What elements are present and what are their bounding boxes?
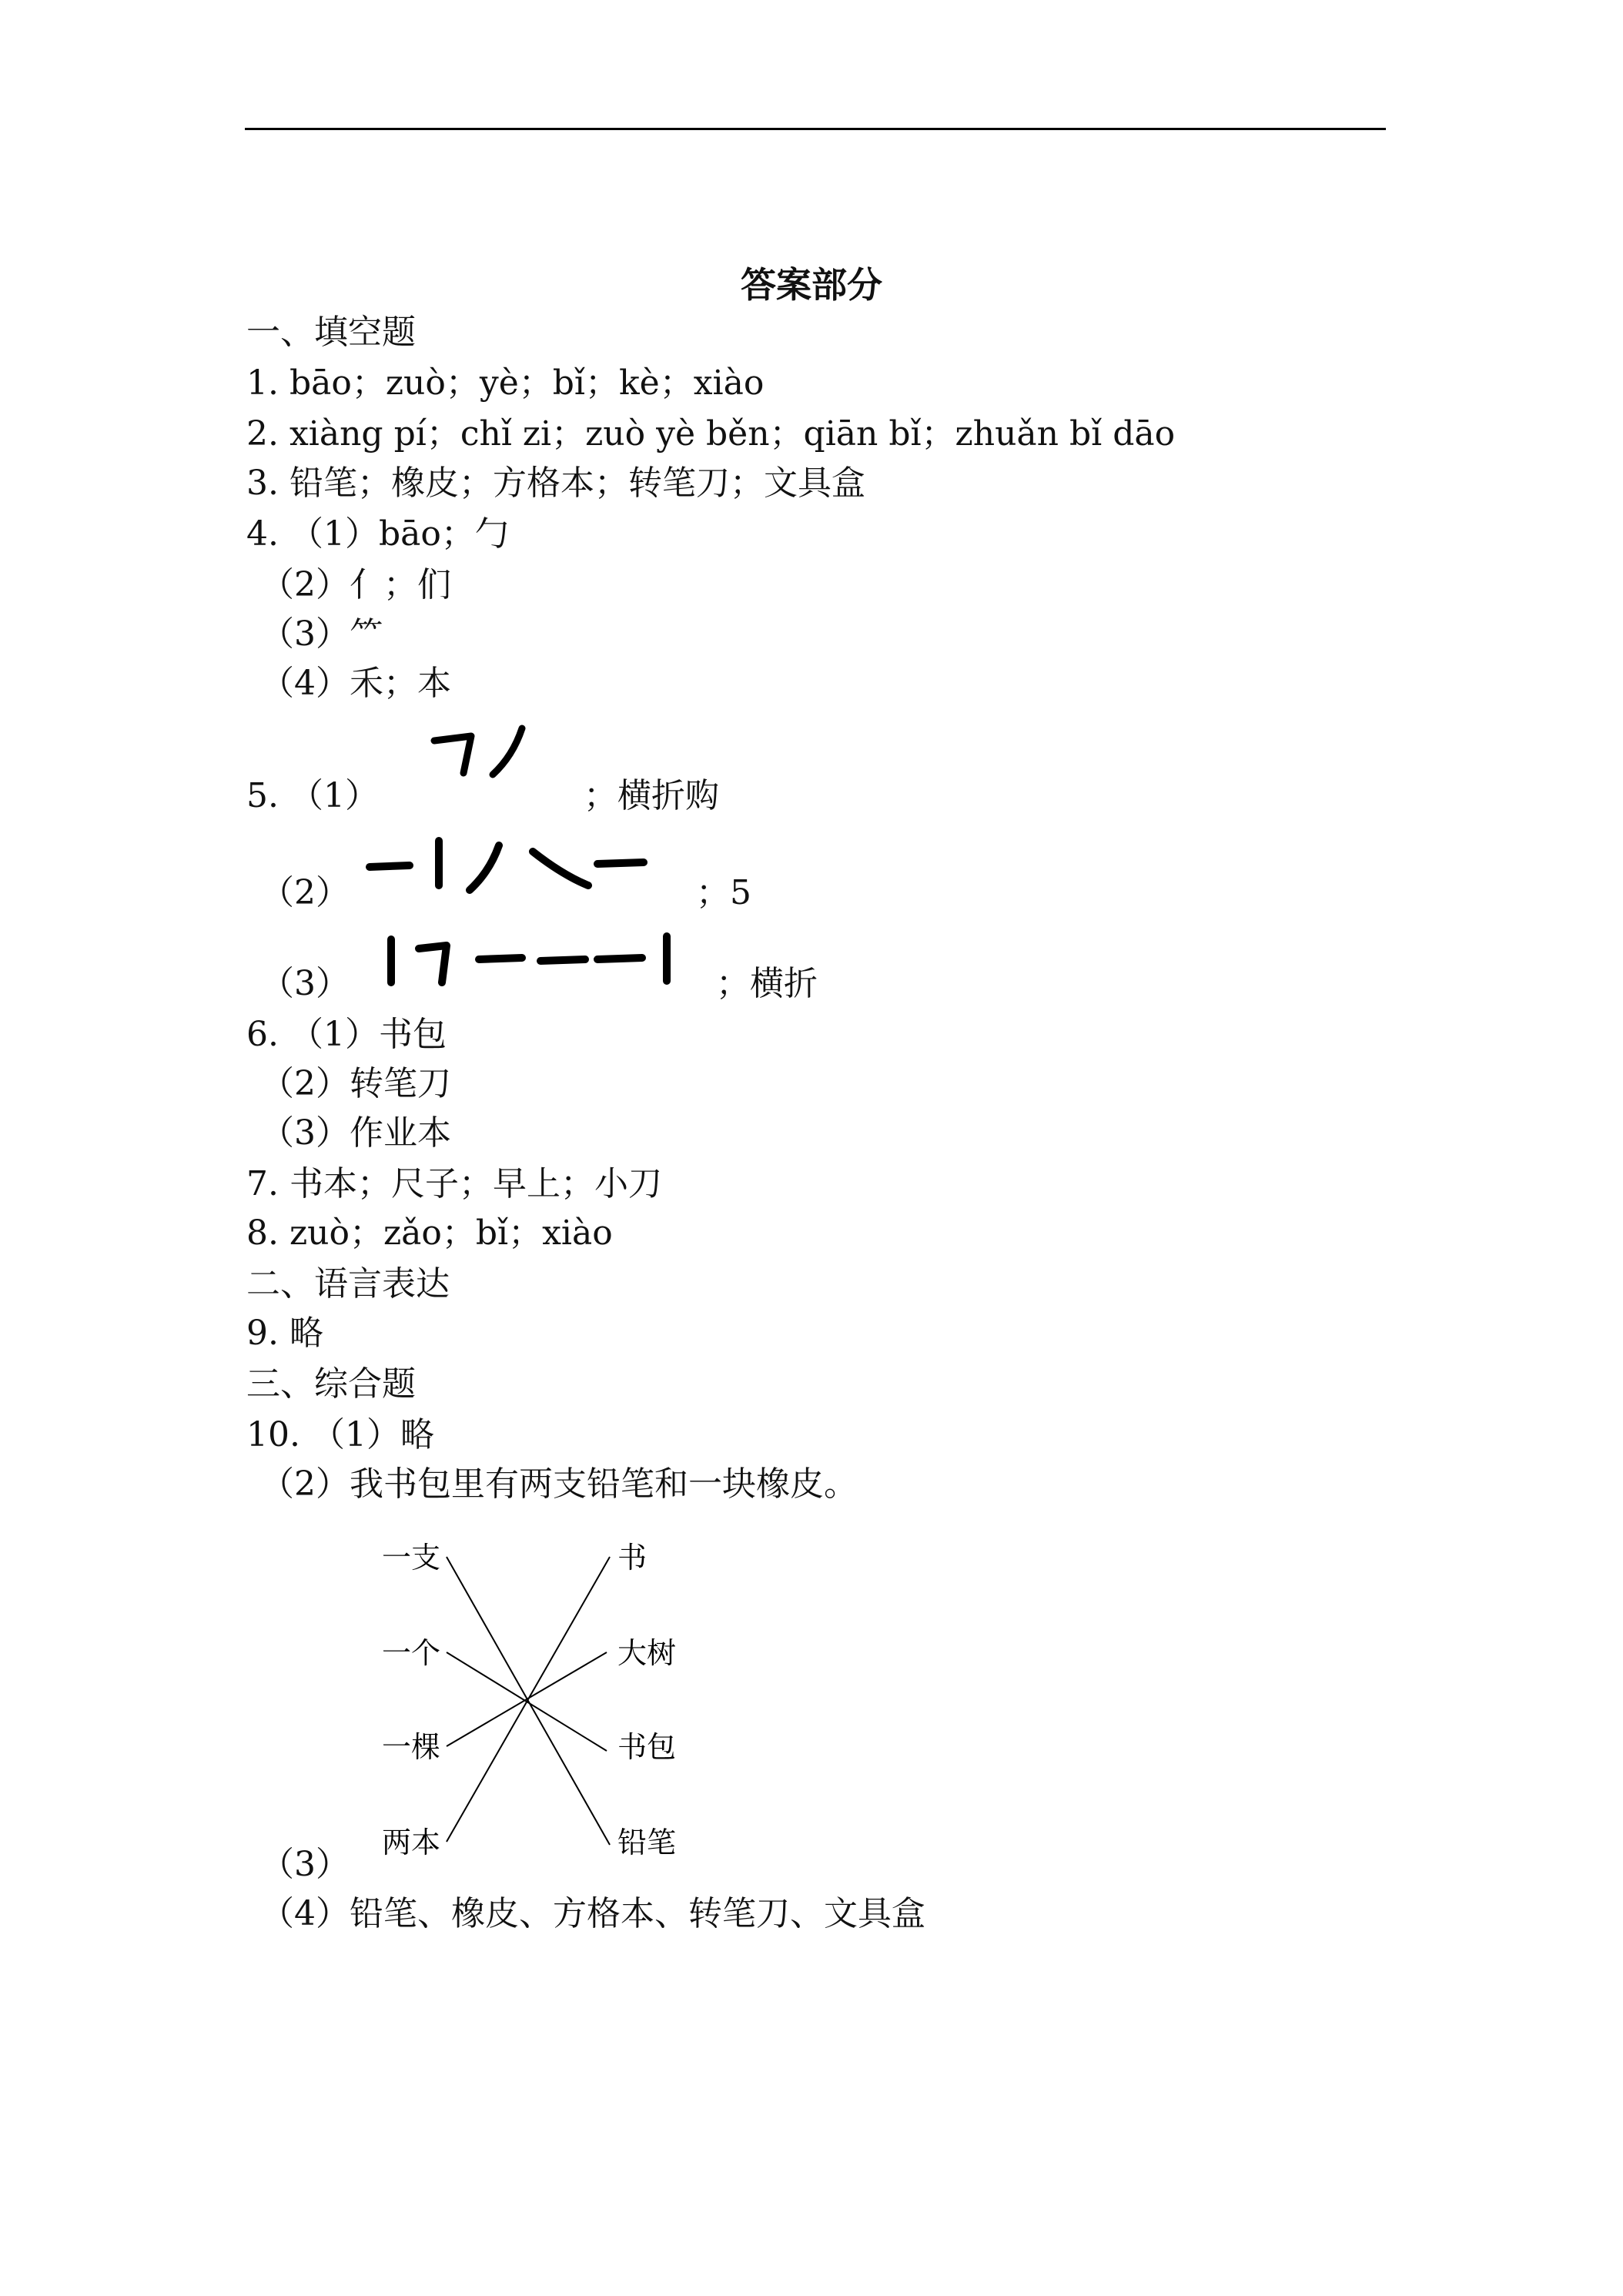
answer-line: （2）亻；们 [260,565,451,604]
answer-line: （3） [260,1845,350,1884]
match-right-label: 大树 [617,1636,677,1670]
answer-line: 1. bāo；zuò；yè；bǐ；kè；xiào [246,363,765,403]
answer-line-prefix: 5. （1） [246,776,379,815]
answer-line: 7. 书本；尺子；早上；小刀 [246,1164,662,1203]
match-left-label: 一棵 [382,1730,441,1764]
answer-line-prefix: （3） [260,964,350,1003]
answer-line-suffix: ；横折购 [584,776,719,815]
answer-line: （2）转笔刀 [260,1064,451,1103]
answer-line: 4. （1）bāo；勹 [246,514,509,554]
section-heading: 二、语言表达 [246,1264,450,1304]
answer-line: 6. （1）书包 [246,1015,447,1054]
answer-line: （4）铅笔、橡皮、方格本、转笔刀、文具盒 [260,1894,925,1933]
answer-line: （3）作业本 [260,1113,451,1153]
answer-line: 10. （1）略 [246,1415,434,1454]
section-heading: 三、综合题 [246,1364,416,1404]
header-rule [245,128,1386,130]
answer-line: 8. zuò；zǎo；bǐ；xiào [246,1213,613,1253]
match-left-label: 一支 [382,1541,441,1575]
match-right-label: 书 [617,1541,648,1575]
answer-line-suffix: ；5 [696,873,751,912]
answer-line: 9. 略 [246,1314,323,1353]
answer-line: 3. 铅笔；橡皮；方格本；转笔刀；文具盒 [246,464,865,503]
page-title: 答案部分 [741,264,882,306]
answer-line: 2. xiàng pí；chǐ zi；zuò yè běn；qiān bǐ；zhuǎn bǐ dāo [246,414,1176,454]
answer-line: （2）我书包里有两支铅笔和一块橡皮。 [260,1464,858,1504]
stroke-order-image [423,722,570,784]
answer-line-suffix: ；横折 [716,964,818,1003]
match-right-label: 书包 [617,1730,677,1764]
stroke-order-image [362,832,693,901]
section-heading: 一、填空题 [246,313,416,352]
stroke-order-image [362,925,693,995]
match-left-label: 一个 [382,1636,441,1670]
answer-line: （4）禾；本 [260,664,451,703]
matching-diagram [376,1534,699,1865]
answer-line: （3）⺮ [260,614,383,654]
answer-line-prefix: （2） [260,873,350,912]
match-left-label: 两本 [382,1826,441,1859]
match-right-label: 铅笔 [617,1826,677,1859]
